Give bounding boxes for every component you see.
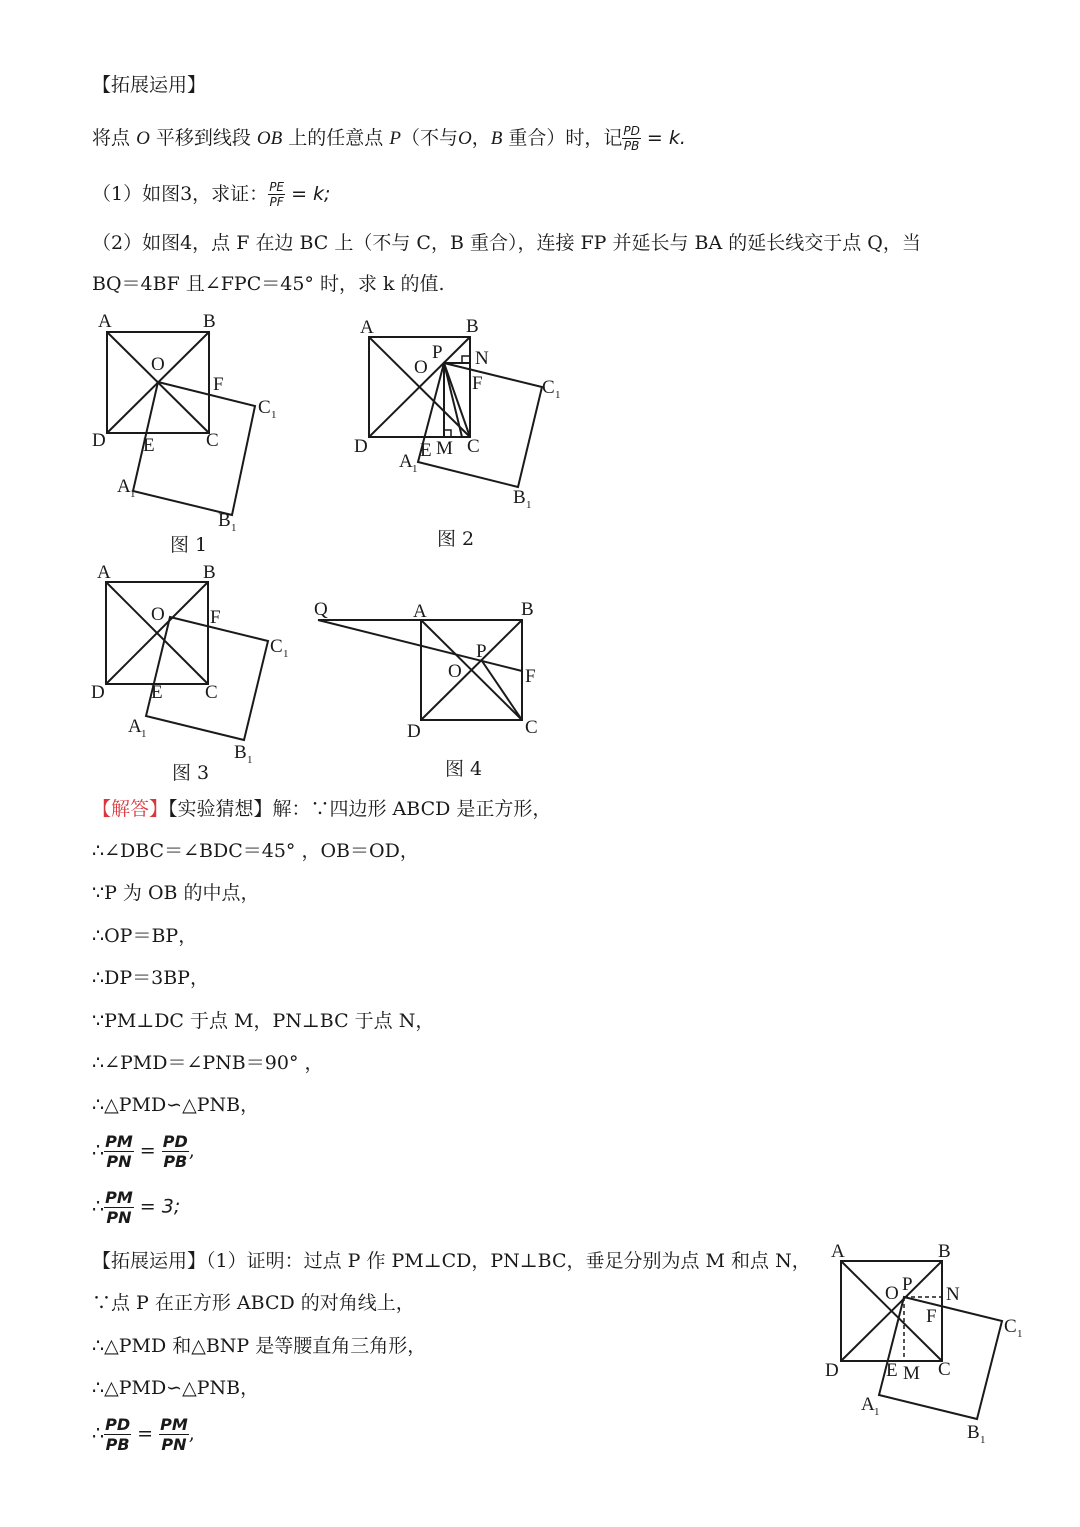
frac-numerator: PM bbox=[160, 1415, 188, 1434]
label-b: B bbox=[938, 1241, 951, 1262]
label-a: A bbox=[97, 562, 111, 583]
frac-numerator: PE bbox=[269, 180, 285, 194]
label-a: A bbox=[360, 317, 374, 338]
label-c: C bbox=[525, 717, 538, 738]
solution-line-14: ∴△PMD∽△PNB， bbox=[92, 1377, 260, 1399]
label-o: O bbox=[151, 354, 165, 375]
label-d: D bbox=[825, 1360, 839, 1381]
label-c: C bbox=[467, 436, 480, 457]
label-b1-sub: 1 bbox=[231, 522, 237, 534]
label-m: M bbox=[436, 438, 453, 459]
line-15-tail: , bbox=[188, 1422, 195, 1445]
label-p: P bbox=[476, 641, 487, 662]
answer-tag: 【解答】 bbox=[92, 798, 169, 820]
frac-denominator: PB bbox=[163, 1152, 188, 1172]
question-2-line-1: （2）如图4，点 F 在边 BC 上（不与 C，B 重合），连接 FP 并延长与 BA 的延长线交于点 Q，当 bbox=[92, 232, 921, 254]
label-c1: C bbox=[258, 397, 271, 418]
label-f: F bbox=[525, 666, 536, 687]
label-e: E bbox=[886, 1360, 898, 1381]
solution-line-2: ∴∠DBC＝∠BDC＝45° ，OB＝OD， bbox=[92, 840, 419, 862]
label-a1: A bbox=[128, 716, 142, 737]
label-n: N bbox=[475, 348, 489, 369]
figure-2-caption: 图 2 bbox=[437, 528, 475, 550]
label-c: C bbox=[938, 1359, 951, 1380]
label-o: O bbox=[414, 357, 428, 378]
label-a1: A bbox=[117, 476, 131, 497]
label-a1-sub: 1 bbox=[874, 1406, 880, 1418]
segment-ob: OB bbox=[256, 127, 283, 149]
intro-text-4: （不与 bbox=[400, 126, 458, 149]
label-b: B bbox=[466, 316, 479, 337]
label-b: B bbox=[203, 562, 216, 583]
frac-denominator: PN bbox=[106, 1152, 132, 1172]
figure-3-caption: 图 3 bbox=[172, 762, 210, 784]
label-f: F bbox=[926, 1306, 937, 1327]
label-d: D bbox=[354, 436, 368, 457]
label-c: C bbox=[205, 682, 218, 703]
frac-denominator: PB bbox=[105, 1435, 130, 1455]
intro-tail: = k. bbox=[646, 126, 686, 149]
label-e: E bbox=[420, 440, 432, 461]
label-o: O bbox=[448, 661, 462, 682]
frac-numerator: PM bbox=[105, 1132, 133, 1151]
label-d: D bbox=[92, 430, 106, 451]
label-b: B bbox=[203, 311, 216, 332]
solution-line-5: ∴DP＝3BP， bbox=[92, 967, 209, 989]
label-a1-sub: 1 bbox=[130, 488, 136, 500]
solution-line-3: ∵P 为 OB 的中点， bbox=[92, 882, 260, 904]
label-p: P bbox=[432, 342, 443, 363]
point-b: B bbox=[490, 127, 503, 149]
therefore-sign: ∴ bbox=[92, 1195, 105, 1218]
frac-denominator: PN bbox=[106, 1208, 132, 1228]
label-a: A bbox=[98, 311, 112, 332]
label-n: N bbox=[946, 1284, 960, 1305]
solution-line-12: ∵点 P 在正方形 ABCD 的对角线上， bbox=[92, 1292, 415, 1314]
solution-line-6: ∵PM⊥DC 于点 M，PN⊥BC 于点 N， bbox=[92, 1010, 435, 1032]
frac-numerator: PD bbox=[623, 124, 640, 138]
label-b1-sub: 1 bbox=[526, 499, 532, 511]
solution-text-1: 【实验猜想】解：∵四边形 ABCD 是正方形， bbox=[168, 798, 552, 820]
label-c1: C bbox=[542, 377, 555, 398]
label-a1: A bbox=[861, 1394, 875, 1415]
label-c1-sub: 1 bbox=[271, 409, 277, 421]
square-pc1b1a1 bbox=[879, 1297, 1002, 1419]
label-b1-sub: 1 bbox=[980, 1434, 986, 1446]
solution-line-8: ∴△PMD∽△PNB， bbox=[92, 1094, 260, 1116]
label-p: P bbox=[902, 1274, 913, 1295]
line-9-tail: , bbox=[188, 1139, 195, 1162]
label-c1-sub: 1 bbox=[555, 389, 561, 401]
intro-text-5: 重合）时，记 bbox=[508, 126, 623, 149]
frac-denominator: PF bbox=[269, 195, 284, 210]
frac-denominator: PN bbox=[161, 1435, 187, 1455]
label-c: C bbox=[206, 430, 219, 451]
label-b1: B bbox=[967, 1422, 980, 1443]
label-d: D bbox=[91, 682, 105, 703]
label-f: F bbox=[213, 374, 224, 395]
therefore-sign: ∴ bbox=[92, 1139, 105, 1162]
intro-comma: ， bbox=[471, 126, 491, 149]
label-b: B bbox=[521, 599, 534, 620]
label-a1: A bbox=[399, 451, 413, 472]
point-p: P bbox=[389, 127, 401, 149]
label-f: F bbox=[472, 373, 483, 394]
line-10-tail: = 3; bbox=[139, 1195, 181, 1218]
equals-sign: = bbox=[139, 1139, 156, 1162]
label-a1-sub: 1 bbox=[412, 463, 418, 475]
frac-numerator: PD bbox=[105, 1415, 131, 1434]
label-b1: B bbox=[513, 487, 526, 508]
solution-line-7: ∴∠PMD＝∠PNB＝90° ， bbox=[92, 1052, 324, 1074]
frac-numerator: PD bbox=[162, 1132, 188, 1151]
label-c1: C bbox=[1004, 1316, 1017, 1337]
label-q: Q bbox=[314, 599, 328, 620]
question-2-line-2: BQ＝4BF 且∠FPC＝45° 时，求 k 的值. bbox=[92, 273, 445, 295]
label-o: O bbox=[885, 1283, 899, 1304]
label-f: F bbox=[210, 607, 221, 628]
therefore-sign: ∴ bbox=[92, 1422, 105, 1445]
label-b1-sub: 1 bbox=[247, 754, 253, 766]
solution-line-4: ∴OP＝BP， bbox=[92, 925, 198, 947]
point-o-2: O bbox=[457, 127, 472, 149]
label-b1: B bbox=[234, 742, 247, 763]
label-a1-sub: 1 bbox=[141, 728, 147, 740]
label-c1-sub: 1 bbox=[283, 648, 289, 660]
section-heading: 【拓展运用】 bbox=[92, 74, 207, 96]
q1-tail: = k; bbox=[291, 182, 331, 205]
label-a: A bbox=[413, 601, 427, 622]
intro-text-3: 上的任意点 bbox=[288, 126, 384, 149]
label-e: E bbox=[143, 435, 155, 456]
figure-4-caption: 图 4 bbox=[445, 758, 483, 780]
figure-1-caption: 图 1 bbox=[170, 534, 208, 556]
label-c1-sub: 1 bbox=[1017, 1328, 1023, 1340]
frac-denominator: PB bbox=[623, 139, 640, 154]
label-b1: B bbox=[218, 510, 231, 531]
solution-line-11: 【拓展运用】（1）证明：过点 P 作 PM⊥CD，PN⊥BC，垂足分别为点 M 和点 N， bbox=[92, 1250, 811, 1272]
label-d: D bbox=[407, 721, 421, 742]
intro-text-2: 平移到线段 bbox=[155, 126, 251, 149]
intro-text-1: 将点 bbox=[92, 126, 131, 149]
label-c1: C bbox=[270, 636, 283, 657]
point-o: O bbox=[136, 127, 150, 149]
label-m: M bbox=[903, 1363, 920, 1384]
frac-numerator: PM bbox=[105, 1188, 133, 1207]
label-a: A bbox=[831, 1241, 845, 1262]
equals-sign: = bbox=[137, 1422, 154, 1445]
solution-line-13: ∴△PMD 和△BNP 是等腰直角三角形， bbox=[92, 1335, 427, 1357]
label-e: E bbox=[151, 682, 163, 703]
q1-text: （1）如图3，求证： bbox=[92, 182, 269, 205]
label-o: O bbox=[151, 604, 165, 625]
